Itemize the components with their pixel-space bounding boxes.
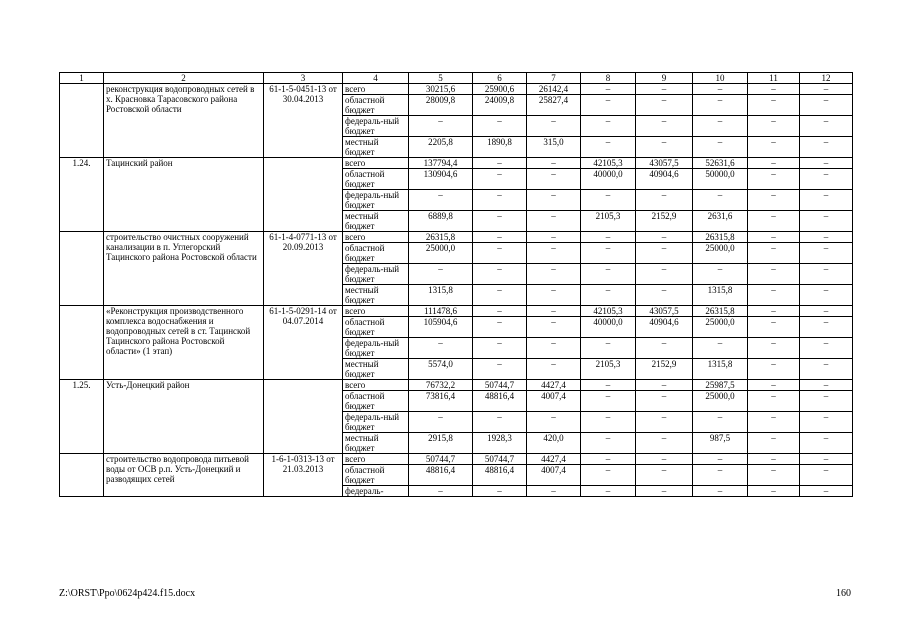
value-cell: – [473, 412, 527, 433]
value-cell: – [473, 338, 527, 359]
value-cell: 40000,0 [581, 317, 636, 338]
item-number-cell [60, 232, 104, 306]
value-cell: – [748, 116, 800, 137]
value-cell: 130904,6 [409, 169, 473, 190]
value-cell: 42105,3 [581, 158, 636, 169]
value-cell: 1315,8 [693, 285, 748, 306]
value-cell: 40904,6 [636, 317, 693, 338]
funding-source-cell: местный бюджет [343, 359, 409, 380]
value-cell: 50744,7 [473, 380, 527, 391]
value-cell: – [636, 465, 693, 486]
value-cell: – [693, 465, 748, 486]
document-code-cell [264, 158, 343, 232]
funding-source-cell: всего [343, 454, 409, 465]
value-cell: – [636, 412, 693, 433]
value-cell: 987,5 [693, 433, 748, 454]
value-cell: 4427,4 [527, 380, 581, 391]
value-cell: – [581, 454, 636, 465]
funding-source-cell: всего [343, 84, 409, 95]
value-cell: – [636, 380, 693, 391]
funding-source-cell: областной бюджет [343, 169, 409, 190]
value-cell: – [748, 359, 800, 380]
value-cell: – [527, 317, 581, 338]
value-cell: – [800, 169, 853, 190]
value-cell: 48816,4 [409, 465, 473, 486]
value-cell: 315,0 [527, 137, 581, 158]
object-name-cell: Усть-Донецкий район [104, 380, 264, 454]
value-cell: – [581, 433, 636, 454]
value-cell: – [800, 454, 853, 465]
value-cell: – [693, 264, 748, 285]
value-cell: 137794,4 [409, 158, 473, 169]
item-number-cell: 1.25. [60, 380, 104, 454]
value-cell: – [636, 95, 693, 116]
value-cell: – [409, 190, 473, 211]
value-cell: – [636, 338, 693, 359]
item-number-cell [60, 306, 104, 380]
value-cell: – [748, 433, 800, 454]
value-cell: – [636, 243, 693, 264]
value-cell: – [748, 306, 800, 317]
value-cell: – [581, 190, 636, 211]
value-cell: – [748, 486, 800, 497]
value-cell: – [748, 190, 800, 211]
value-cell: – [527, 285, 581, 306]
value-cell: – [748, 84, 800, 95]
value-cell: – [581, 137, 636, 158]
object-name-cell: реконструкция водопроводных сетей в х. Красновка Тарасовского района Ростовской области [104, 84, 264, 158]
value-cell: 25987,5 [693, 380, 748, 391]
value-cell: – [748, 137, 800, 158]
column-number-cell: 6 [473, 73, 527, 84]
value-cell: – [800, 380, 853, 391]
table-row [60, 380, 853, 391]
page-number: 160 [836, 588, 851, 599]
value-cell: 50744,7 [409, 454, 473, 465]
value-cell: – [581, 243, 636, 264]
value-cell: 26315,8 [693, 232, 748, 243]
value-cell: – [800, 465, 853, 486]
value-cell: – [800, 264, 853, 285]
item-number-cell [60, 84, 104, 158]
value-cell: – [636, 190, 693, 211]
value-cell: – [693, 116, 748, 137]
value-cell: – [473, 232, 527, 243]
value-cell: – [693, 412, 748, 433]
value-cell: – [581, 84, 636, 95]
item-number-cell [60, 454, 104, 497]
value-cell: – [800, 232, 853, 243]
value-cell: 43057,5 [636, 158, 693, 169]
value-cell: – [748, 412, 800, 433]
funding-source-cell: областной бюджет [343, 243, 409, 264]
value-cell: – [527, 232, 581, 243]
value-cell: – [527, 486, 581, 497]
value-cell: – [527, 306, 581, 317]
column-number-cell: 3 [264, 73, 343, 84]
value-cell: – [636, 486, 693, 497]
value-cell: 4007,4 [527, 465, 581, 486]
column-number-cell: 12 [800, 73, 853, 84]
value-cell: – [409, 264, 473, 285]
value-cell: – [636, 137, 693, 158]
column-number-cell: 9 [636, 73, 693, 84]
table-body [60, 73, 853, 497]
value-cell: – [748, 465, 800, 486]
value-cell: 2152,9 [636, 359, 693, 380]
value-cell: – [473, 169, 527, 190]
value-cell: – [473, 486, 527, 497]
value-cell: 24009,8 [473, 95, 527, 116]
value-cell: 6889,8 [409, 211, 473, 232]
value-cell: 25900,6 [473, 84, 527, 95]
value-cell: 26315,8 [409, 232, 473, 243]
funding-source-cell: областной бюджет [343, 391, 409, 412]
value-cell: – [800, 116, 853, 137]
document-code-cell: 1-6-1-0313-13 от 21.03.2013 [264, 454, 343, 497]
value-cell: – [473, 158, 527, 169]
value-cell: 52631,6 [693, 158, 748, 169]
value-cell: 4427,4 [527, 454, 581, 465]
value-cell: – [748, 169, 800, 190]
value-cell: – [800, 190, 853, 211]
value-cell: 25000,0 [693, 391, 748, 412]
value-cell: 1315,8 [693, 359, 748, 380]
value-cell: – [409, 486, 473, 497]
value-cell: – [636, 433, 693, 454]
column-number-cell: 11 [748, 73, 800, 84]
value-cell: – [748, 285, 800, 306]
value-cell: – [527, 338, 581, 359]
value-cell: – [527, 412, 581, 433]
value-cell: – [473, 264, 527, 285]
value-cell: 105904,6 [409, 317, 473, 338]
document-code-cell [264, 380, 343, 454]
value-cell: – [693, 454, 748, 465]
value-cell: – [800, 338, 853, 359]
value-cell: – [800, 95, 853, 116]
value-cell: – [581, 380, 636, 391]
funding-source-cell: федераль-ный бюджет [343, 190, 409, 211]
value-cell: – [748, 317, 800, 338]
value-cell: – [581, 412, 636, 433]
funding-source-cell: областной бюджет [343, 95, 409, 116]
value-cell: – [800, 211, 853, 232]
item-number-cell: 1.24. [60, 158, 104, 232]
value-cell: – [636, 264, 693, 285]
value-cell: 26142,4 [527, 84, 581, 95]
value-cell: – [581, 95, 636, 116]
value-cell: – [748, 211, 800, 232]
value-cell: – [693, 95, 748, 116]
value-cell: 50744,7 [473, 454, 527, 465]
value-cell: – [409, 338, 473, 359]
column-number-cell: 5 [409, 73, 473, 84]
value-cell: – [473, 190, 527, 211]
value-cell: 73816,4 [409, 391, 473, 412]
value-cell: 30215,6 [409, 84, 473, 95]
funding-source-cell: местный бюджет [343, 211, 409, 232]
value-cell: – [581, 338, 636, 359]
value-cell: – [800, 412, 853, 433]
value-cell: – [581, 465, 636, 486]
value-cell: – [636, 391, 693, 412]
value-cell: – [473, 243, 527, 264]
value-cell: – [693, 338, 748, 359]
funding-source-cell: всего [343, 306, 409, 317]
value-cell: 40000,0 [581, 169, 636, 190]
value-cell: – [748, 380, 800, 391]
value-cell: – [800, 84, 853, 95]
column-number-cell: 10 [693, 73, 748, 84]
column-number-cell: 7 [527, 73, 581, 84]
value-cell: 43057,5 [636, 306, 693, 317]
value-cell: – [748, 338, 800, 359]
column-number-cell: 8 [581, 73, 636, 84]
value-cell: – [748, 232, 800, 243]
funding-source-cell: федераль- [343, 486, 409, 497]
value-cell: – [473, 116, 527, 137]
value-cell: – [473, 306, 527, 317]
funding-source-cell: федераль-ный бюджет [343, 116, 409, 137]
funding-source-cell: федераль-ный бюджет [343, 412, 409, 433]
value-cell: – [581, 391, 636, 412]
document-code-cell: 61-1-4-0771-13 от 20.09.2013 [264, 232, 343, 306]
value-cell: – [636, 84, 693, 95]
value-cell: 2105,3 [581, 359, 636, 380]
value-cell: 48816,4 [473, 391, 527, 412]
value-cell: – [473, 285, 527, 306]
funding-source-cell: всего [343, 158, 409, 169]
value-cell: – [800, 158, 853, 169]
value-cell: – [693, 137, 748, 158]
value-cell: 2105,3 [581, 211, 636, 232]
funding-source-cell: федераль-ный бюджет [343, 338, 409, 359]
value-cell: – [800, 137, 853, 158]
value-cell: – [473, 359, 527, 380]
value-cell: – [800, 391, 853, 412]
header-row [60, 73, 853, 84]
funding-source-cell: всего [343, 232, 409, 243]
value-cell: – [636, 116, 693, 137]
value-cell: – [527, 158, 581, 169]
value-cell: 2631,6 [693, 211, 748, 232]
value-cell: 76732,2 [409, 380, 473, 391]
value-cell: – [693, 486, 748, 497]
budget-table [59, 72, 853, 497]
value-cell: 25000,0 [693, 243, 748, 264]
funding-source-cell: областной бюджет [343, 317, 409, 338]
table-row [60, 454, 853, 465]
value-cell: – [581, 232, 636, 243]
value-cell: – [473, 317, 527, 338]
value-cell: – [527, 190, 581, 211]
object-name-cell: строительство водопровода питьевой воды от ОСВ р.п. Усть-Донецкий и разводящих сетей [104, 454, 264, 497]
column-number-cell: 4 [343, 73, 409, 84]
value-cell: 1315,8 [409, 285, 473, 306]
value-cell: 42105,3 [581, 306, 636, 317]
value-cell: 40904,6 [636, 169, 693, 190]
value-cell: – [581, 116, 636, 137]
funding-source-cell: местный бюджет [343, 137, 409, 158]
table-row [60, 158, 853, 169]
object-name-cell: Тацинский район [104, 158, 264, 232]
funding-source-cell: федераль-ный бюджет [343, 264, 409, 285]
document-code-cell: 61-1-5-0291-14 от 04.07.2014 [264, 306, 343, 380]
value-cell: – [800, 486, 853, 497]
value-cell: – [581, 285, 636, 306]
value-cell: – [473, 211, 527, 232]
value-cell: – [636, 454, 693, 465]
value-cell: 2152,9 [636, 211, 693, 232]
value-cell: – [581, 486, 636, 497]
value-cell: – [409, 412, 473, 433]
column-number-cell: 2 [104, 73, 264, 84]
table-row [60, 306, 853, 317]
value-cell: 1928,3 [473, 433, 527, 454]
value-cell: 25000,0 [409, 243, 473, 264]
value-cell: – [527, 359, 581, 380]
value-cell: 2915,8 [409, 433, 473, 454]
value-cell: – [409, 116, 473, 137]
value-cell: 25000,0 [693, 317, 748, 338]
value-cell: 420,0 [527, 433, 581, 454]
table-row [60, 84, 853, 95]
object-name-cell: строительство очистных сооружений канализации в п. Углегорский Тацинского района Ростовской области [104, 232, 264, 306]
value-cell: 5574,0 [409, 359, 473, 380]
value-cell: – [800, 243, 853, 264]
funding-source-cell: областной бюджет [343, 465, 409, 486]
value-cell: 26315,8 [693, 306, 748, 317]
value-cell: – [800, 359, 853, 380]
value-cell: – [636, 285, 693, 306]
funding-source-cell: всего [343, 380, 409, 391]
value-cell: 48816,4 [473, 465, 527, 486]
value-cell: 28009,8 [409, 95, 473, 116]
value-cell: – [527, 264, 581, 285]
value-cell: – [527, 211, 581, 232]
funding-source-cell: местный бюджет [343, 285, 409, 306]
value-cell: – [748, 454, 800, 465]
value-cell: – [527, 169, 581, 190]
value-cell: 111478,6 [409, 306, 473, 317]
value-cell: – [693, 84, 748, 95]
value-cell: – [748, 95, 800, 116]
table-row [60, 232, 853, 243]
value-cell: – [748, 158, 800, 169]
funding-source-cell: местный бюджет [343, 433, 409, 454]
value-cell: – [748, 264, 800, 285]
footer-file-path: Z:\ORST\Ppo\0624p424.f15.docx [59, 588, 196, 599]
value-cell: – [527, 116, 581, 137]
value-cell: – [636, 232, 693, 243]
value-cell: – [800, 306, 853, 317]
value-cell: 1890,8 [473, 137, 527, 158]
value-cell: – [748, 391, 800, 412]
value-cell: – [748, 243, 800, 264]
value-cell: – [693, 190, 748, 211]
value-cell: 4007,4 [527, 391, 581, 412]
object-name-cell: «Реконструкция производственного комплекса водоснабжения и водопроводных сетей в ст. Тацинской Тацинского района Ростовской области» (1 этап) [104, 306, 264, 380]
value-cell: 25827,4 [527, 95, 581, 116]
value-cell: – [800, 433, 853, 454]
document-code-cell: 61-1-5-0451-13 от 30.04.2013 [264, 84, 343, 158]
value-cell: 2205,8 [409, 137, 473, 158]
value-cell: – [800, 285, 853, 306]
value-cell: – [527, 243, 581, 264]
value-cell: 50000,0 [693, 169, 748, 190]
value-cell: – [581, 264, 636, 285]
value-cell: – [800, 317, 853, 338]
column-number-cell: 1 [60, 73, 104, 84]
